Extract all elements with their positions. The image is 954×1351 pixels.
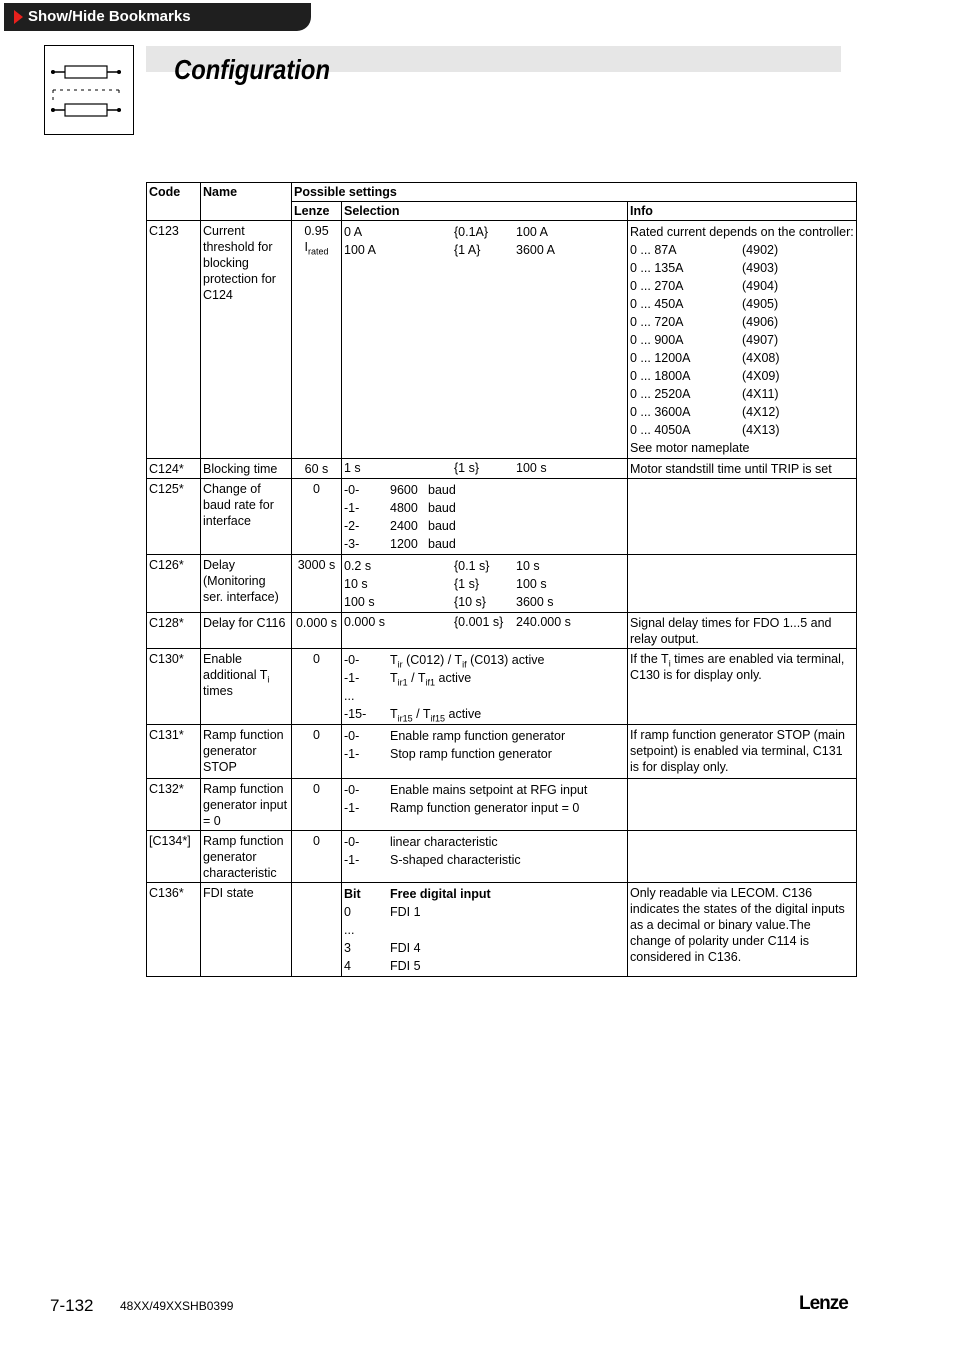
list-item: 100 s {10 s} 3600 s [344,595,554,609]
header-code: Code [147,183,201,221]
lenze-cell: 60 s [292,459,342,479]
info-cell [628,479,857,555]
code-cell: C123 [147,221,201,459]
list-item: ... [344,689,355,703]
selection-cell [342,725,628,779]
table-row [147,479,857,555]
info-cell: Motor standstill time until TRIP is set [628,459,857,479]
table-header-row [147,183,857,202]
name-cell: Change of baud rate for interface [201,479,292,555]
code-cell: C128* [147,613,201,649]
list-item: -3- 1200 baud [344,537,456,551]
list-item: 0 ... 4050A (4X13) [630,423,780,437]
lenze-cell: 0 [292,479,342,555]
header-selection: Selection [342,202,628,221]
list-item: 10 s {1 s} 100 s [344,577,547,591]
list-item: 0 ... 87A (4902) [630,243,779,257]
selection-cell [342,883,628,977]
lenze-value: 0.95 [304,224,329,238]
name-cell: FDI state [201,883,292,977]
list-item: 0 ... 1200A (4X08) [630,351,780,365]
info-cell: Signal delay times for FDO 1...5 and relay output. [628,613,857,649]
document-id: 48XX/49XXSHB0399 [120,1299,234,1313]
page-title: Configuration [174,54,331,85]
info-cell [628,831,857,883]
list-header: Bit Free digital input [344,887,491,901]
table-row [147,725,857,779]
info-cell: Rated current depends on the controller: 0 ... 87A (4902) 0 ... 135A (4903) 0 ... 270A (4904) 0 ... 450A (4905) 0 ... 720A (4906) 0 ... 900A (4907) 0 ... 1200A (4X08) 0 ... 1800A (4X09) 0 ... 2520A (4X11) 0 ... 3600A (4X12) 0 ... 4050A (4X13) See motor nameplate [628,221,857,459]
table-row [147,883,857,977]
table-row [147,779,857,831]
code-cell: C126* [147,555,201,613]
lenze-cell [292,883,342,977]
info-cell [628,779,857,831]
code-cell: C125* [147,479,201,555]
lenze-cell [292,221,342,459]
list-item: -15- $T_{ir15} / T_{if15}$ active [344,707,482,724]
list-item: -1- 4800 baud [344,501,456,515]
arrow-right-icon [14,10,23,24]
name-cell: Blocking time [201,459,292,479]
header-name: Name [201,183,292,221]
selection-cell [342,479,628,555]
header-info: Info [628,202,857,221]
name-cell: Delay (Monitoring ser. interface) [201,555,292,613]
name-cell: Current threshold for blocking protection for C124 [201,221,292,459]
selection-cell: 0.000 s {0.001 s} 240.000 s [342,613,628,649]
name-cell: Ramp function generator characteristic [201,831,292,883]
name-cell: Ramp function generator input = 0 [201,779,292,831]
info-cell [628,555,857,613]
list-item: ... [344,923,355,937]
table-row [147,459,857,479]
list-item: 0 A {0.1A} 100 A [344,225,548,239]
page-number: 7-132 [50,1296,94,1315]
list-item: 0 FDI 1 [344,905,421,919]
selection-cell [342,831,628,883]
table-row [147,831,857,883]
lenze-cell: 0 [292,831,342,883]
list-item: -0- Enable ramp function generator [344,729,566,743]
show-hide-bookmarks-button[interactable] [4,3,311,31]
list-item: 0 ... 1800A (4X09) [630,369,780,383]
list-item: 0 ... 2520A (4X11) [630,387,779,401]
bookmarks-label: Show/Hide Bookmarks [28,8,191,25]
code-cell: C124* [147,459,201,479]
list-item: -0- 9600 baud [344,483,456,497]
selection-cell [342,779,628,831]
name-cell: Enable additional $T_i$ times [201,649,292,725]
list-item: 0 ... 135A (4903) [630,261,779,275]
list-item: -1- S-shaped characteristic [344,853,521,867]
circuit-diagram-icon [44,45,134,135]
table-row [147,613,857,649]
list-item: 0 ... 270A (4904) [630,279,779,293]
selection-cell [342,221,628,459]
info-cell: If ramp function generator STOP (main setpoint) is enabled via terminal, C131 is for display only. [628,725,857,779]
lenze-cell: 0 [292,725,342,779]
list-item: 0 ... 720A (4906) [630,315,779,329]
list-item: -1- Stop ramp function generator [344,747,552,761]
list-item: -0- linear characteristic [344,835,498,849]
list-item: 0 ... 450A (4905) [630,297,779,311]
code-cell: [C134*] [147,831,201,883]
header-possible-settings: Possible settings [292,183,857,202]
list-item: -1- Ramp function generator input = 0 [344,801,580,815]
list-item: 0 ... 900A (4907) [630,333,779,347]
list-item: -1- $T_{ir1} / T_{if1}$ active [344,671,472,688]
selection-cell [342,555,628,613]
list-item: -2- 2400 baud [344,519,456,533]
table-row [147,649,857,725]
selection-cell [342,649,628,725]
name-cell: Delay for C116 [201,613,292,649]
list-item: -0- $T_{ir}$ $(C012) / T_{if}$ (C013) active [344,653,545,670]
list-item: 4 FDI 5 [344,959,421,973]
brand-logo: Lenze [799,1293,848,1314]
code-cell: C136* [147,883,201,977]
list-item: 100 A {1 A} 3600 A [344,243,555,257]
list-item: 0.2 s {0.1 s} 10 s [344,559,540,573]
code-cell: C131* [147,725,201,779]
table-row [147,221,857,459]
parameter-table [146,182,857,977]
lenze-cell: 0 [292,649,342,725]
selection-cell: 1 s {1 s} 100 s [342,459,628,479]
code-cell: C130* [147,649,201,725]
name-cell: Ramp function generator STOP [201,725,292,779]
lenze-unit: $I_{rated}$ [304,240,329,257]
table-row [147,555,857,613]
header-lenze: Lenze [292,202,342,221]
lenze-cell: 0 [292,779,342,831]
code-cell: C132* [147,779,201,831]
list-item: 0 ... 3600A (4X12) [630,405,780,419]
lenze-cell: 3000 s [292,555,342,613]
lenze-cell: 0.000 s [292,613,342,649]
list-item: 3 FDI 4 [344,941,421,955]
info-cell: Only readable via LECOM. C136 indicates the states of the digital inputs as a decimal or binary value.The change of polarity under C114 is considered in C136. [628,883,857,977]
info-cell: If the $T_i$ times are enabled via terminal, C130 is for display only. [628,649,857,725]
list-item: -0- Enable mains setpoint at RFG input [344,783,588,797]
